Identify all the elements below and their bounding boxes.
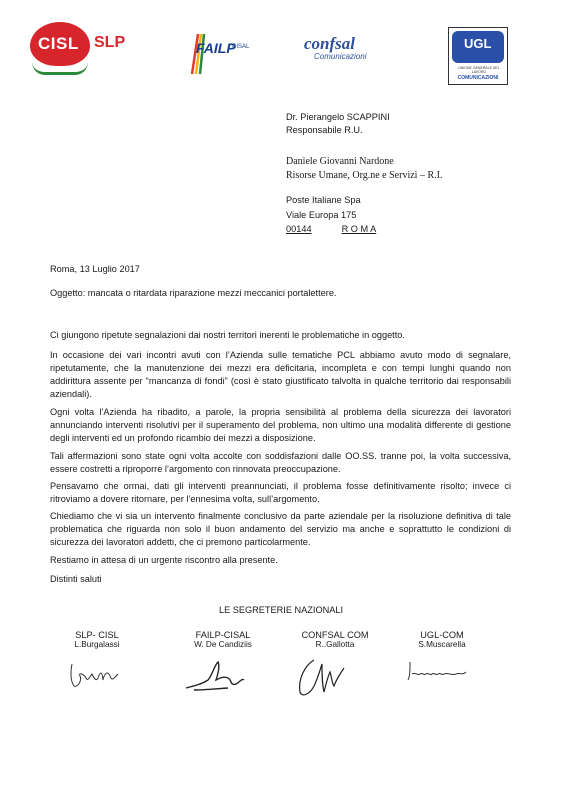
paragraph-1: Ci giungono ripetute segnalazioni dai nostri territori inerenti le problematiche in oggetto. xyxy=(50,330,405,340)
handwritten-signature-burgalassi xyxy=(66,660,126,690)
signature-org: FAILP-CISAL xyxy=(195,630,251,640)
recipient-1-role: Responsabile R.U. xyxy=(286,125,363,135)
signature-block-confsal xyxy=(280,630,390,649)
paragraph-5: Pensavamo che ormai, dati gli interventi preannunciati, il problema fosse definitivamente risolto; invece ci ritroviamo a dovere ritornare, per l’ennesima volta, sull’argomento. xyxy=(50,481,511,504)
recipient-company: Poste Italiane Spa xyxy=(286,195,361,205)
paragraph-2: In occasione dei vari incontri avuti con l’Azienda sulle tematiche PCL abbiamo avuto modo di segnalare, ripetutamente, che la manutenzione dei mezzi era deficitaria, incompleta e con tempi lunghi quando non addirittura assente per “mancanza di fondi” (così è stato giustificato talvolta in qualche territorio dai responsabili aziendali). xyxy=(50,350,511,399)
signature-block-ugl xyxy=(392,630,492,649)
signature-name: L.Burgalassi xyxy=(74,640,120,649)
handwritten-signature-decandiziis xyxy=(180,656,250,696)
recipient-2-role: Risorse Umane, Org.ne e Servizi – R.I. xyxy=(286,170,443,181)
signature-org: UGL-COM xyxy=(420,630,464,640)
recipient-cap: 00144 xyxy=(286,224,312,234)
signature-name: R..Gallotta xyxy=(315,640,355,649)
letter-subject: Oggetto: mancata o ritardata riparazione mezzi meccanici portalettere. xyxy=(50,288,337,298)
signature-name: W. De Candiziis xyxy=(194,640,252,649)
ugl-logo-bottom: COMUNICAZIONI xyxy=(457,75,499,81)
confsal-logo xyxy=(300,30,378,70)
ugl-logo xyxy=(448,27,508,85)
recipient-city: R O M A xyxy=(341,224,377,234)
signature-block-slp xyxy=(52,630,142,649)
ugl-logo-subtitle: UNIONE GENERALE DEL LAVORO xyxy=(458,66,500,74)
handwritten-signature-muscarella xyxy=(404,658,470,684)
failp-logo-text: FAILP xyxy=(196,40,236,56)
handwritten-signature-gallotta xyxy=(292,654,352,700)
signature-org: SLP- CISL xyxy=(75,630,119,640)
recipient-2-name: Daniele Giovanni Nardone xyxy=(286,156,394,167)
signature-block-failp xyxy=(168,630,278,649)
recipient-city-line xyxy=(286,223,384,236)
signatures-heading: LE SEGRETERIE NAZIONALI xyxy=(218,605,344,615)
recipient-street: Viale Europa 175 xyxy=(286,210,357,220)
failp-logo-sub: CISAL xyxy=(232,44,250,50)
cisl-slp-logo xyxy=(30,22,126,72)
failp-logo xyxy=(186,30,258,76)
confsal-logo-sub: Comunicazioni xyxy=(314,52,367,61)
recipient-1-name: Dr. Pierangelo SCAPPINI xyxy=(286,112,390,122)
cisl-swoosh-icon xyxy=(32,62,88,75)
paragraph-6: Chiediamo che vi sia un intervento finalmente conclusivo da parte aziendale per la risoluzione definitiva di tale problematica che riguarda non solo il buon andamento del servizio ma anche e soprattutto le condizioni di sicurezza dei lavoratori addetti, che ci premono particolarmente. xyxy=(50,511,511,547)
ugl-logo-badge xyxy=(452,31,504,63)
confsal-logo-text: confsal xyxy=(304,34,355,53)
signature-org: CONFSAL COM xyxy=(301,630,369,640)
signature-name: S.Muscarella xyxy=(418,640,466,649)
ugl-logo-text: UGL xyxy=(464,36,492,51)
closing-salutation: Distinti saluti xyxy=(50,574,102,584)
paragraph-4: Tali affermazioni sono state ogni volta accolte con soddisfazioni dalle OO.SS. tranne poi, la volta successiva, essere costretti a riproporre l’argomento con rinnovata preoccupazione. xyxy=(50,451,511,474)
paragraph-3: Ogni volta l’Azienda ha ribadito, a parole, la propria sensibilità al problema della sicurezza dei lavoratori annunciando interventi risolutivi per il superamento del problema, non ultimo una modalità differente di gestione degli interventi ed un profondo ricambio dei mezzi a disposizione. xyxy=(50,407,511,443)
paragraph-7: Restiamo in attesa di un urgente riscontro alla presente. xyxy=(50,555,278,565)
letter-date: Roma, 13 Luglio 2017 xyxy=(50,264,140,274)
slp-logo-text: SLP xyxy=(94,34,126,51)
cisl-logo-text: CISL xyxy=(38,34,79,53)
